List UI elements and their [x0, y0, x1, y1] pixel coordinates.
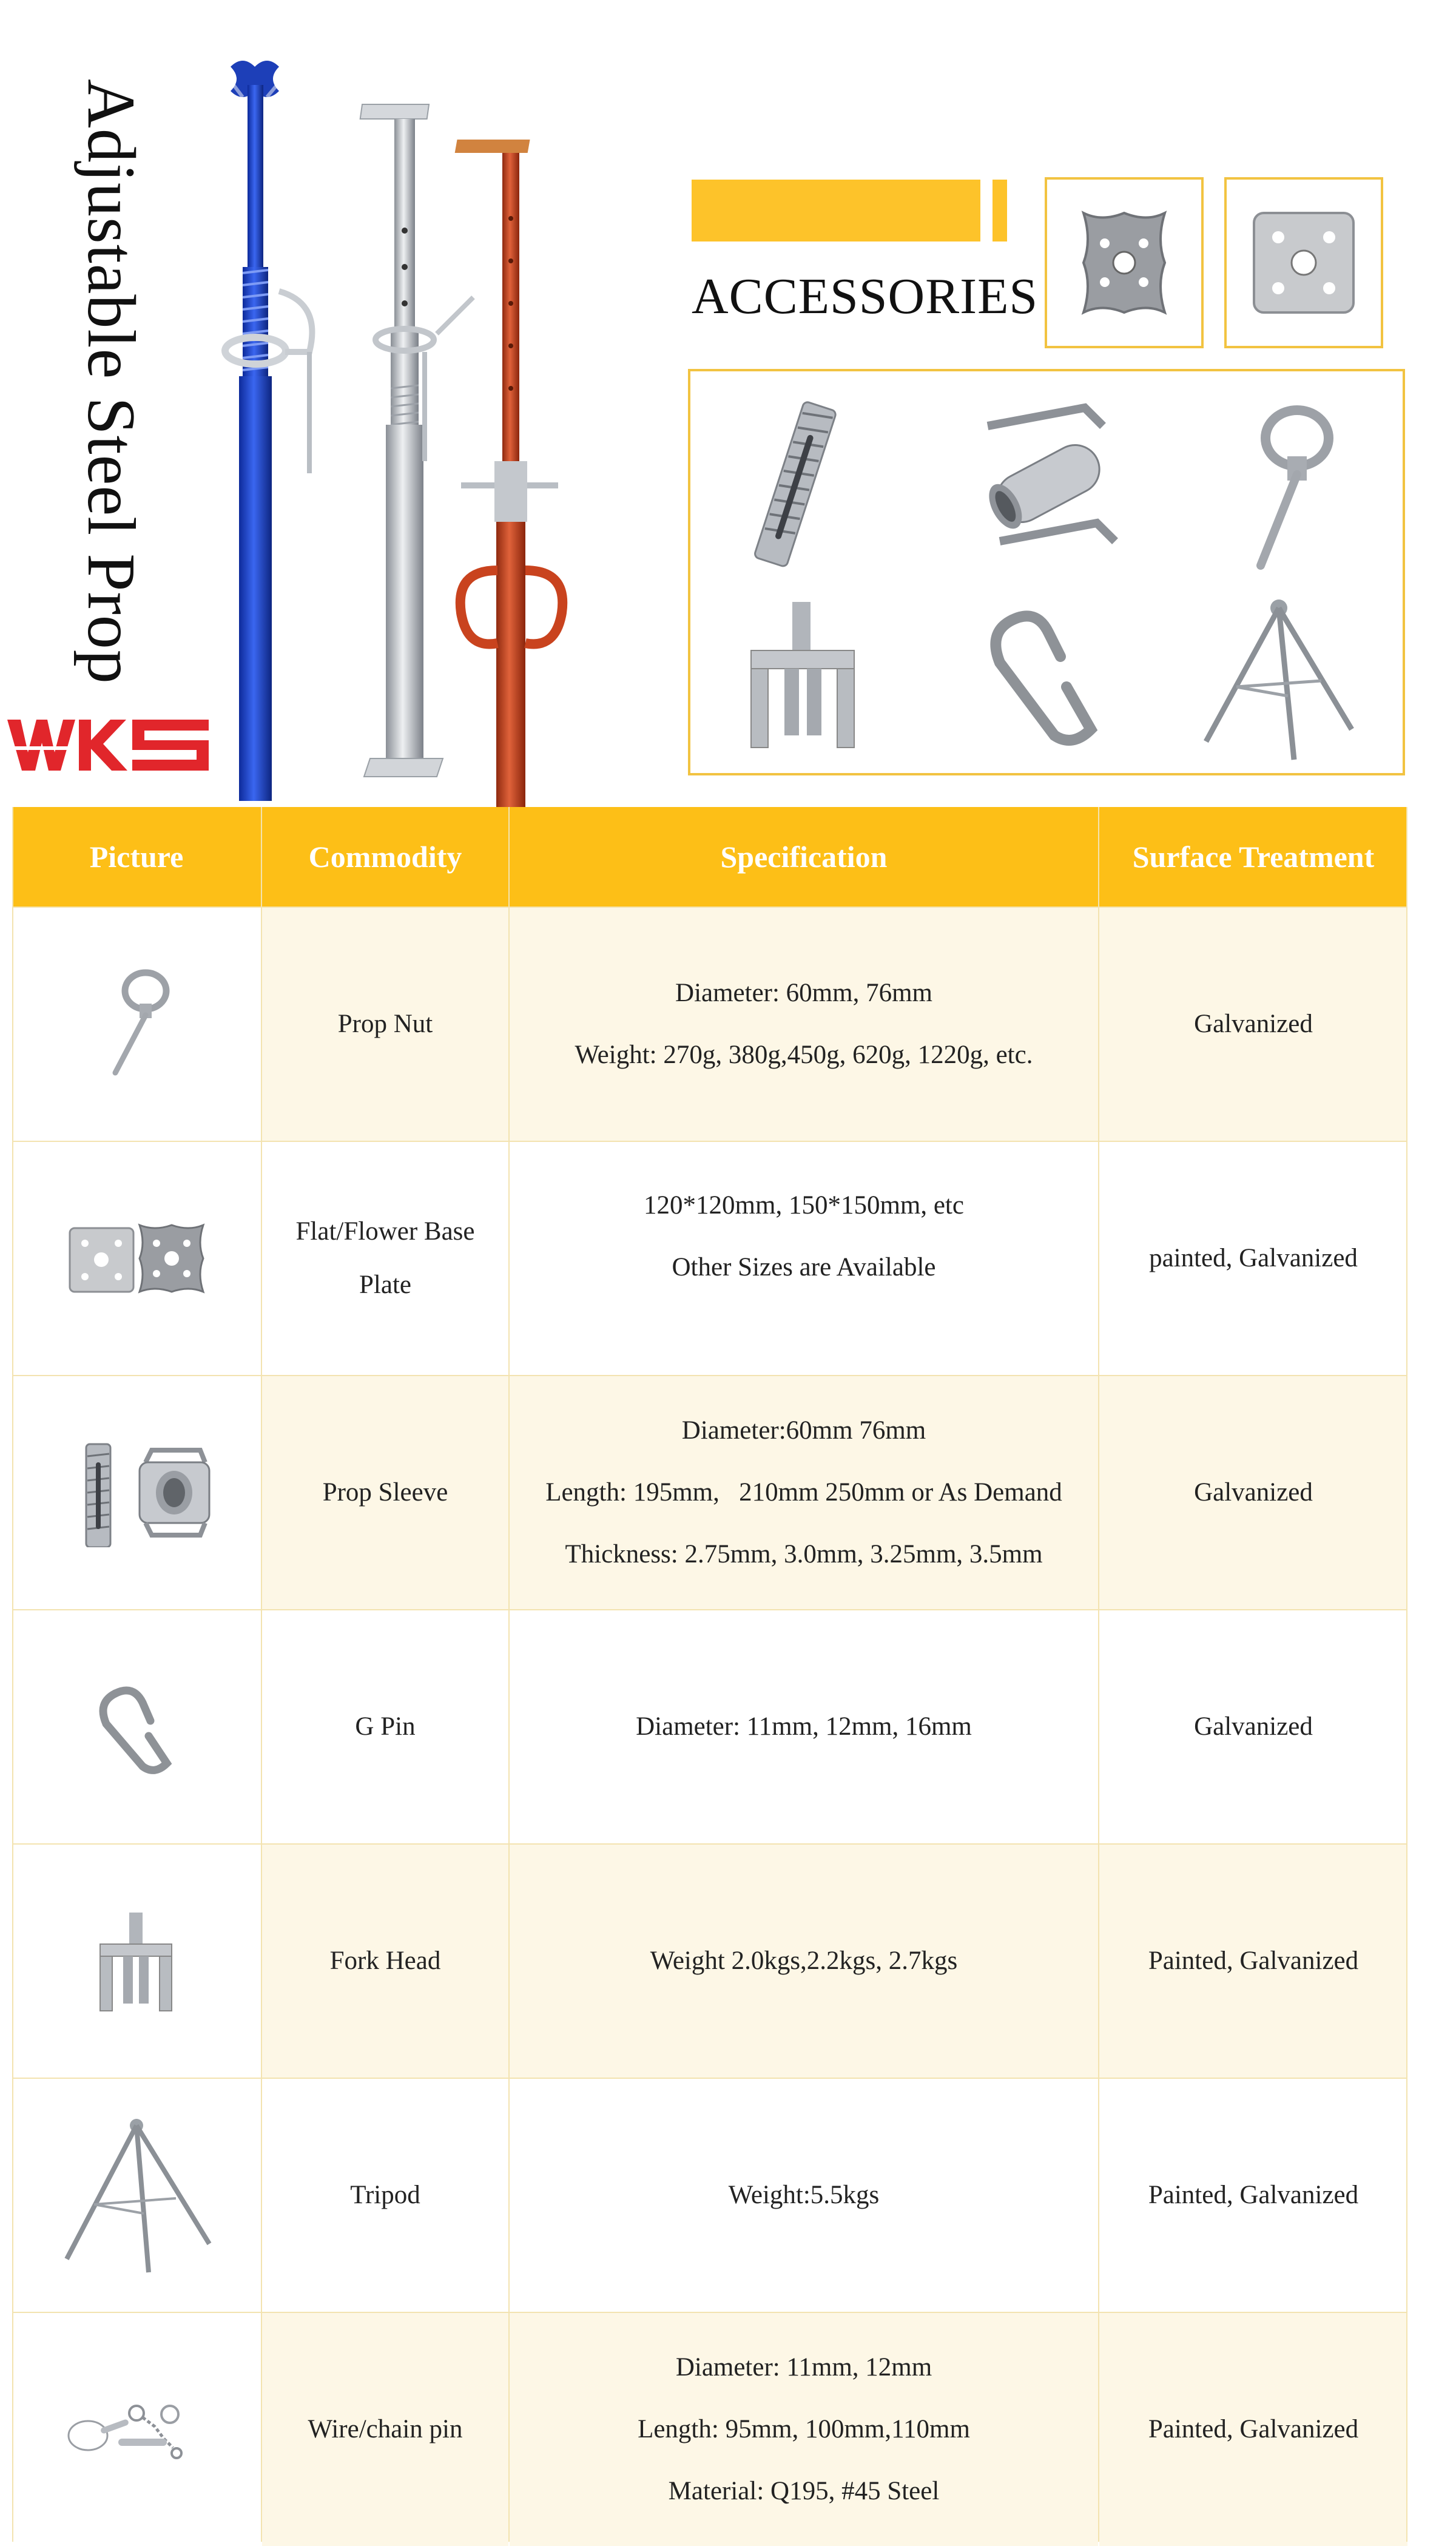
flat-base-plate-box — [1224, 177, 1383, 348]
header-picture: Picture — [89, 840, 184, 874]
spec-line: Material: Q195, #45 Steel — [668, 2477, 940, 2505]
picture-cell — [12, 1376, 261, 1609]
prop-sleeve-icon — [733, 396, 854, 572]
commodity-cell — [262, 1610, 508, 1843]
picture-cell — [12, 1610, 261, 1843]
surface-cell: Galvanized — [1099, 1376, 1407, 1609]
flat-base-plate-icon — [1227, 180, 1381, 346]
commodity-cell — [262, 908, 508, 1141]
row-divider — [12, 1141, 1407, 1142]
surface-cell: Painted, Galvanized — [1099, 2313, 1407, 2546]
column-divider — [12, 807, 13, 2542]
prop-nut-icon — [88, 964, 185, 1085]
specification-cell — [510, 908, 1098, 1141]
wks-logo — [7, 715, 214, 775]
picture-cell — [12, 908, 261, 1141]
commodity-cell — [262, 1845, 508, 2078]
fork-head-icon — [88, 1906, 185, 2016]
table-header — [12, 807, 1407, 907]
commodity-text: Fork Head — [329, 1947, 441, 1975]
column-divider — [1098, 807, 1099, 2542]
accessories-title: ACCESSORIES — [692, 268, 1039, 325]
g-pin-icon — [976, 596, 1133, 754]
spec-line: Length: 95mm, 100mm,110mm — [638, 2415, 970, 2443]
spec-line: Diameter: 60mm, 76mm — [675, 979, 932, 1007]
silver-prop — [360, 104, 473, 777]
row-divider — [12, 1609, 1407, 1610]
spec-line: 120*120mm, 150*150mm, etc — [644, 1191, 964, 1220]
specification-cell — [510, 2079, 1098, 2312]
commodity-text: Tripod — [350, 2181, 420, 2209]
column-divider — [1406, 807, 1407, 2542]
commodity-text: G Pin — [355, 1712, 416, 1741]
tripod-icon — [52, 2113, 221, 2277]
table-row — [12, 1142, 1407, 1375]
red-prop — [455, 140, 563, 807]
commodity-cell — [262, 2079, 508, 2312]
picture-cell — [12, 2313, 261, 2546]
spec-line: Weight 2.0kgs,2.2kgs, 2.7kgs — [650, 1947, 958, 1975]
prop-nut-icon — [1224, 390, 1358, 578]
surface-cell: Galvanized — [1194, 1712, 1313, 1741]
surface-cell: Galvanized — [1099, 908, 1407, 1141]
header-surface-treatment: Surface Treatment — [1132, 840, 1375, 874]
g-pin-icon — [85, 1675, 188, 1778]
table-row — [12, 908, 1407, 1141]
picture-cell — [12, 1845, 261, 2078]
blue-prop — [225, 61, 312, 801]
flower-base-plate-box — [1045, 177, 1204, 348]
table-row — [12, 1845, 1407, 2078]
table-row — [12, 1610, 1407, 1843]
row-divider — [12, 907, 1407, 908]
specification-cell — [510, 1845, 1098, 2078]
column-divider — [261, 807, 262, 2542]
commodity-text: Plate — [359, 1271, 411, 1299]
picture-cell — [12, 1142, 261, 1375]
spec-line: Length: 195mm, 210mm 250mm or As Demand — [545, 1478, 1062, 1507]
hero-section — [0, 0, 1456, 807]
spec-line: Other Sizes are Available — [672, 1253, 936, 1281]
commodity-text: Flat/Flower Base — [295, 1217, 475, 1246]
accessories-grid — [688, 369, 1405, 775]
commodity-cell — [262, 1142, 508, 1375]
commodity-text: Wire/chain pin — [308, 2415, 463, 2443]
prop-sleeve-icon — [49, 1438, 224, 1547]
commodity-text: Prop Nut — [337, 1010, 433, 1038]
commodity-cell — [262, 1376, 508, 1609]
picture-cell — [12, 2079, 261, 2312]
accessories-spec-table — [12, 807, 1407, 2542]
surface-cell: Painted, Galvanized — [1148, 2181, 1359, 2209]
surface-cell: painted, Galvanized — [1149, 1244, 1358, 1272]
specification-cell — [510, 1376, 1098, 1609]
surface-cell: Painted, Galvanized — [1099, 1845, 1407, 2078]
tripod-icon — [1188, 590, 1370, 766]
fork-head-icon — [727, 590, 885, 760]
specification-cell — [510, 2313, 1098, 2546]
column-divider — [508, 807, 510, 2542]
spec-line: Diameter: 11mm, 12mm, 16mm — [636, 1712, 972, 1741]
commodity-text: Prop Sleeve — [322, 1478, 448, 1507]
header-specification: Specification — [720, 840, 888, 874]
table-row — [12, 2079, 1407, 2312]
row-divider — [12, 1843, 1407, 1845]
accessories-bar — [692, 180, 980, 241]
prop-sleeve-handle-icon — [963, 390, 1133, 578]
row-divider — [12, 1375, 1407, 1376]
commodity-cell — [262, 2313, 508, 2546]
header-commodity: Commodity — [308, 840, 462, 874]
specification-cell — [510, 1610, 1098, 1843]
wire-chain-pin-icon — [58, 2390, 215, 2469]
base-plates-icon — [58, 1213, 215, 1304]
spec-line: Diameter: 11mm, 12mm — [675, 2353, 932, 2382]
flower-base-plate-icon — [1047, 180, 1201, 346]
row-divider — [12, 2312, 1407, 2313]
spec-line: Weight:5.5kgs — [728, 2181, 880, 2209]
page-title: Adjustable Steel Prop — [73, 79, 149, 684]
spec-line: Diameter:60mm 76mm — [681, 1416, 926, 1445]
spec-line: Thickness: 2.75mm, 3.0mm, 3.25mm, 3.5mm — [565, 1540, 1043, 1568]
row-divider — [12, 2078, 1407, 2079]
accessories-bar-accent — [993, 180, 1007, 241]
steel-props-illustration — [218, 49, 643, 807]
table-row — [12, 2313, 1407, 2546]
spec-line: Weight: 270g, 380g,450g, 620g, 1220g, etc. — [575, 1041, 1033, 1069]
specification-cell — [510, 1142, 1098, 1375]
table-row — [12, 1376, 1407, 1609]
